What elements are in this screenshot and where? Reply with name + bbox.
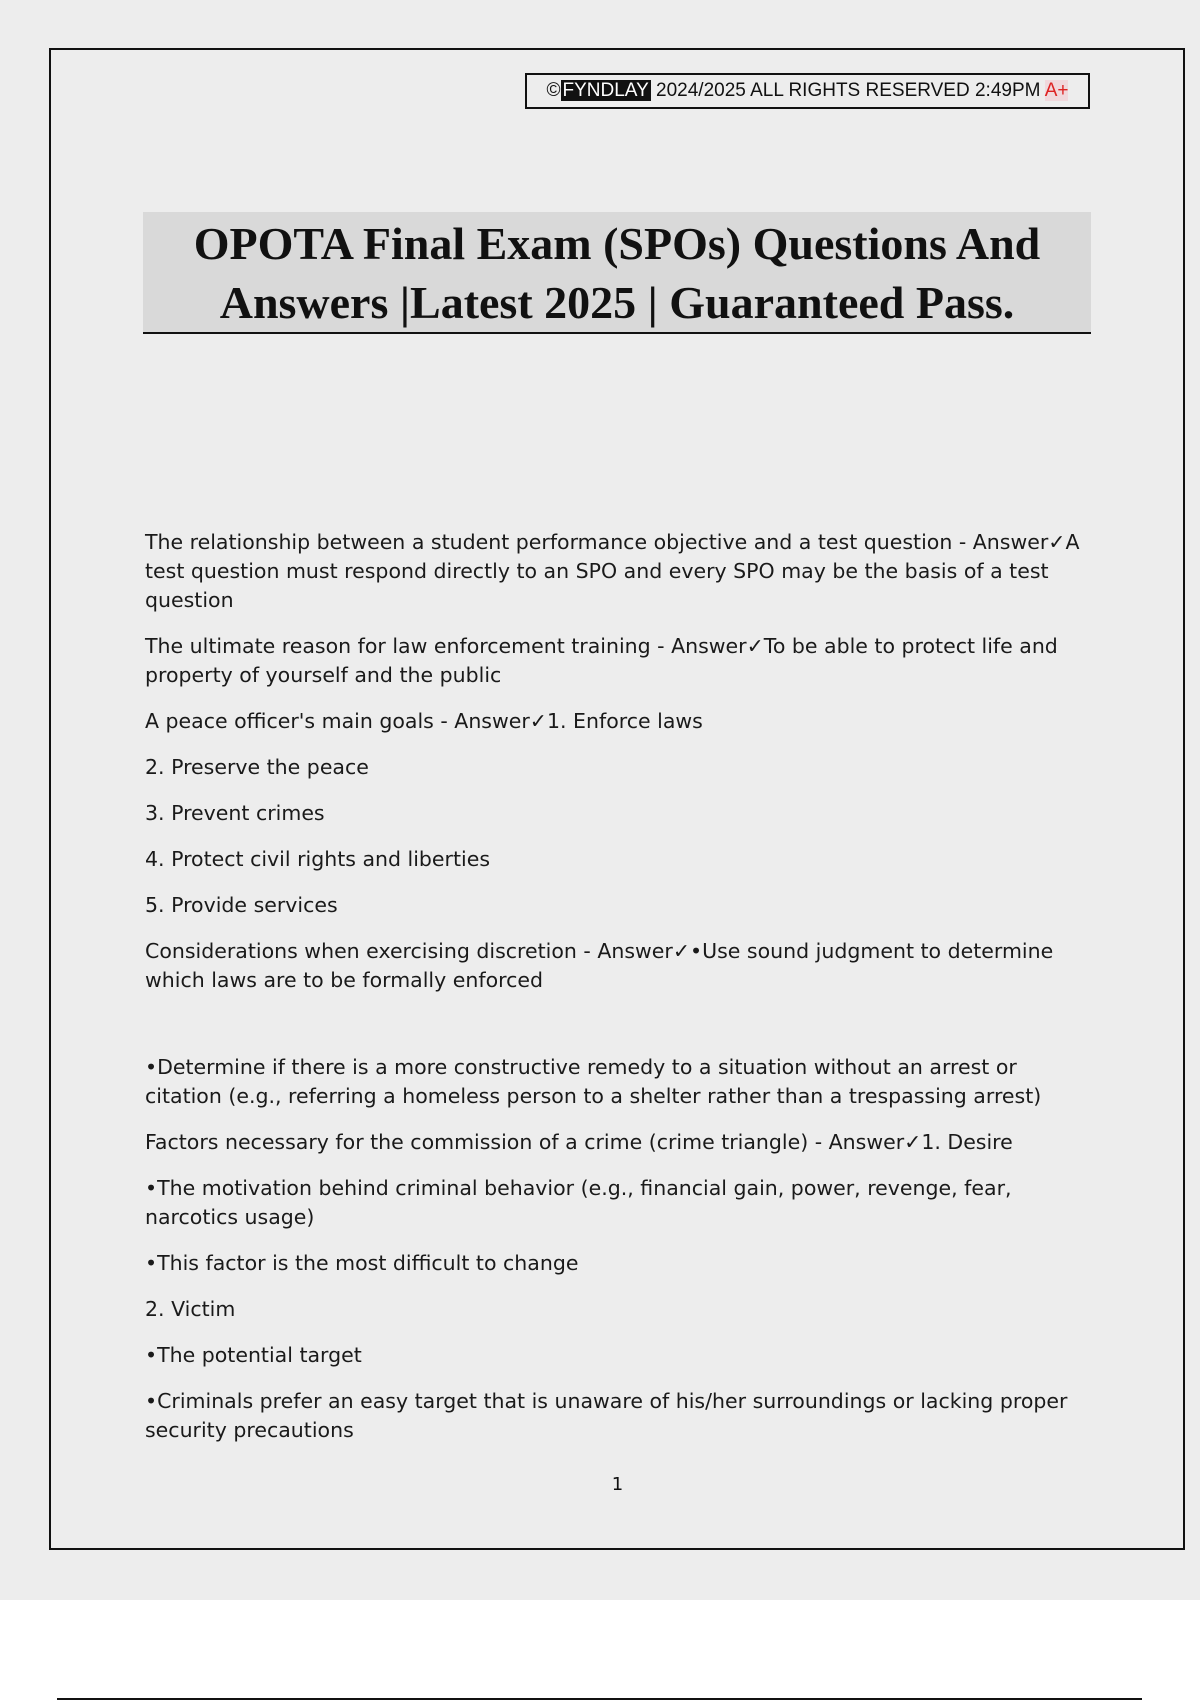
qa-paragraph: The ultimate reason for law enforcement training - Answer✓To be able to protect life and property of yourself and the public [145,634,1058,687]
page-number: 1 [611,1474,624,1495]
list-item: •This factor is the most difficult to change [145,1251,579,1275]
list-item: •The motivation behind criminal behavior (e.g., financial gain, power, revenge, fear, narcotics usage) [145,1176,1012,1229]
copyright-notice: 2024/2025 ALL RIGHTS RESERVED 2:49PM [650,80,1045,101]
list-item: 5. Provide services [145,893,338,917]
copyright-symbol: © [546,80,561,101]
list-item: 3. Prevent crimes [145,801,325,825]
qa-paragraph: A peace officer's main goals - Answer✓1. Enforce laws [145,709,703,733]
list-item: •Criminals prefer an easy target that is unaware of his/her surroundings or lacking proper security precautions [145,1389,1068,1442]
list-item: •Determine if there is a more constructive remedy to a situation without an arrest or citation (e.g., referring a homeless person to a shelter rather than a trespassing arrest) [145,1055,1042,1108]
list-item: 2. Victim [145,1297,236,1321]
list-item: 4. Protect civil rights and liberties [145,847,490,871]
brand-name: FYNDLAY [562,80,649,101]
list-item: 2. Preserve the peace [145,755,369,779]
document-title [143,212,1091,334]
qa-paragraph: Factors necessary for the commission of a crime (crime triangle) - Answer✓1. Desire [145,1130,1013,1154]
list-item: •The potential target [145,1343,362,1367]
qa-paragraph: The relationship between a student performance objective and a test question - Answer✓A test question must respond directly to an SPO and every SPO may be the basis of a test question [145,530,1080,612]
document-body [145,528,1095,1462]
grade-badge: A+ [1044,80,1069,101]
title-line-2: Answers |Latest 2025 | Guaranteed Pass. [219,277,1015,328]
title-line-1: OPOTA Final Exam (SPOs) Questions And [193,218,1041,269]
copyright-header [525,73,1090,109]
qa-paragraph: Considerations when exercising discretion - Answer✓•Use sound judgment to determine which laws are to be formally enforced [145,939,1054,992]
